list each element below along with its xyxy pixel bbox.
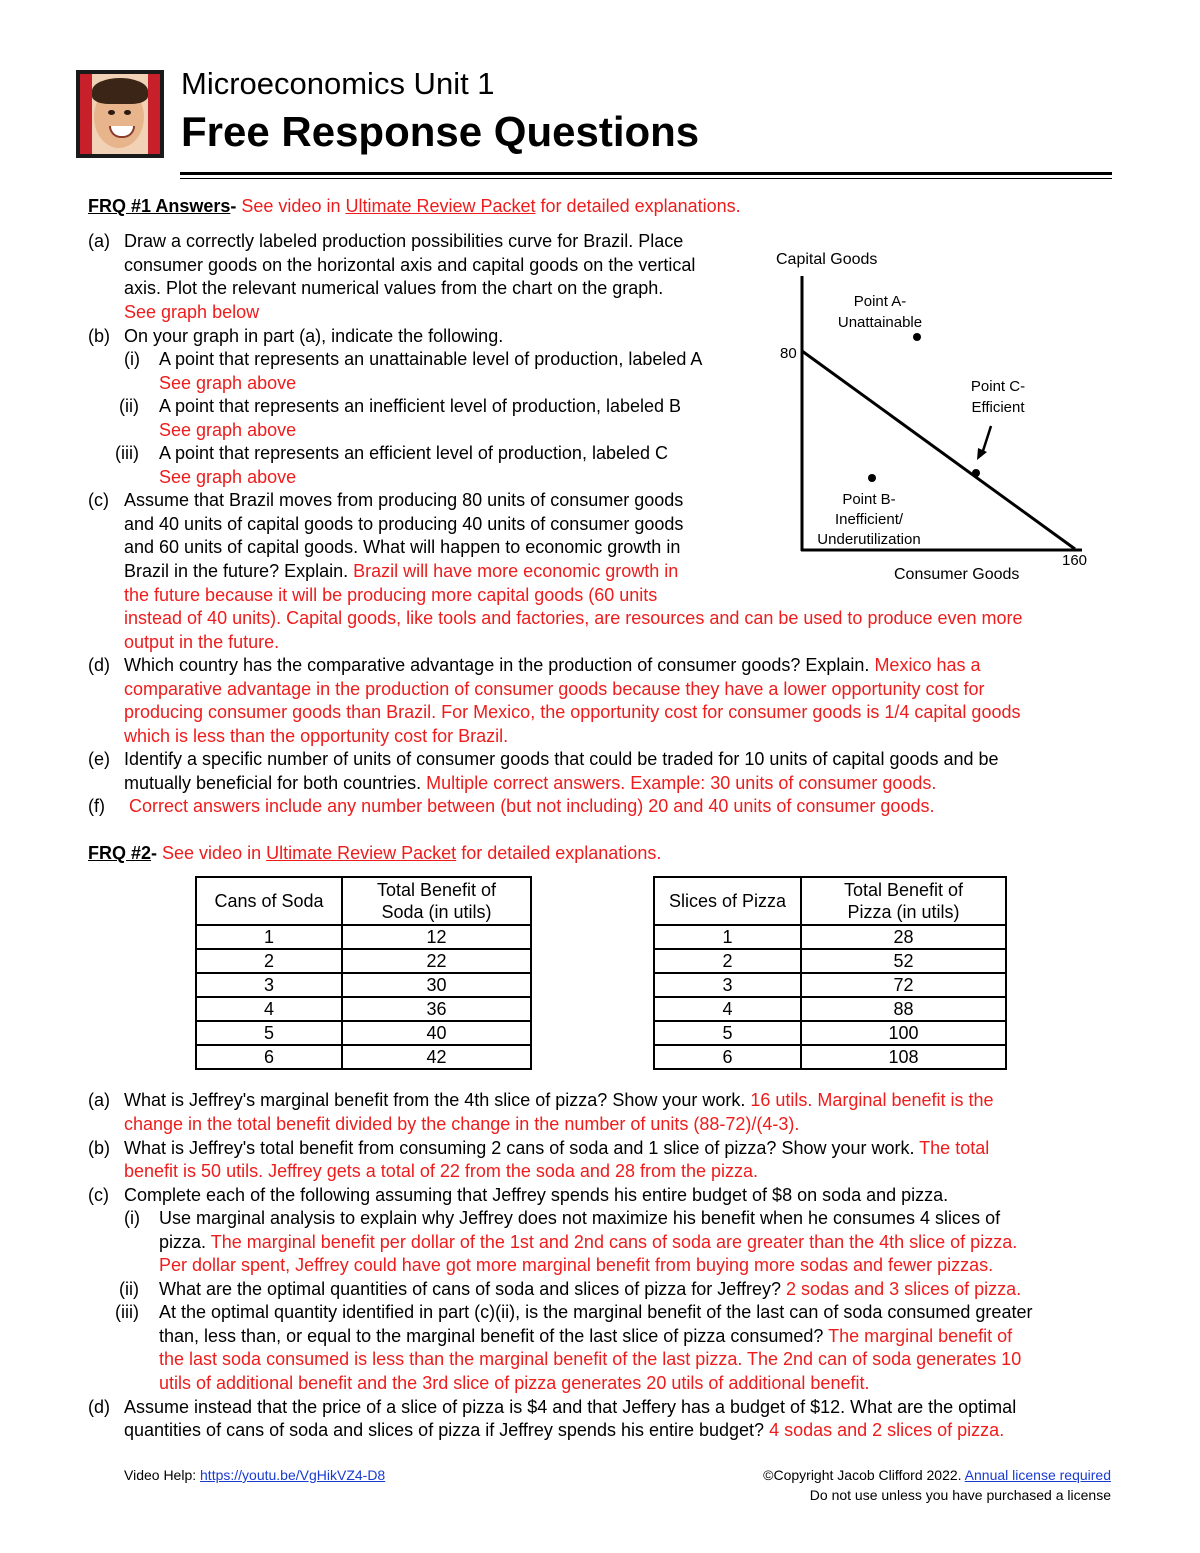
frq1-c-line6: instead of 40 units). Capital goods, like tools and factories, are resources and can be used to produce even more: [124, 608, 1023, 628]
point-b-line3: Underutilization: [817, 531, 921, 548]
table-row: 2 52: [654, 949, 1006, 973]
frq1-review-link[interactable]: Ultimate Review Packet: [345, 196, 536, 216]
frq1-b-iii-text: A point that represents an efficient level of production, labeled C: [159, 443, 668, 463]
frq1-e-line2: mutually beneficial for both countries. Multiple correct answers. Example: 30 units of consumer goods.: [124, 773, 937, 793]
frq1-c-line2: and 40 units of capital goods to producing 40 units of consumer goods: [124, 514, 684, 534]
frq1-c-line5: the future because it will be producing more capital goods (60 units: [124, 585, 658, 605]
frq1-d-line1: Which country has the comparative advantage in the production of consumer goods? Explain. Mexico has a: [124, 655, 981, 675]
frq2-c-i-line2: pizza. The marginal benefit per dollar of the 1st and 2nd cans of soda are greater than the 4th slice of pizza.: [159, 1232, 1018, 1252]
frq2-b-label: (b): [88, 1138, 110, 1158]
frq1-a-answer: See graph below: [124, 302, 260, 322]
point-b-line1: Point B-: [842, 491, 896, 508]
frq2-c-i-label: (i): [124, 1208, 140, 1228]
frq2-c-ii-text: What are the optimal quantities of cans of soda and slices of pizza for Jeffrey? 2 sodas and 3 slices of pizza.: [159, 1279, 1022, 1299]
table-row: 5 40: [196, 1021, 531, 1045]
frq2-c-i-line3: Per dollar spent, Jeffrey could have got more marginal benefit from buying more sodas and fewer pizzas.: [159, 1255, 994, 1275]
point-c-arrow: [982, 426, 991, 454]
frq1-d-line4: which is less than the opportunity cost for Brazil.: [124, 726, 509, 746]
frq1-b-ii-text: A point that represents an inefficient level of production, labeled B: [159, 396, 682, 416]
table-row: 3 72: [654, 973, 1006, 997]
frq1-b-iii-answer: See graph above: [159, 467, 297, 487]
point-a-dot: [913, 333, 921, 341]
frq2-heading: FRQ #2: [88, 843, 152, 863]
frq1-c-line7: output in the future.: [124, 632, 280, 652]
frq1-d-line3: producing consumer goods than Brazil. For Mexico, the opportunity cost for consumer goods is 1/4 capital goods: [124, 702, 1021, 722]
header-rule-thin: [180, 178, 1112, 179]
point-c-arrowhead: [977, 448, 987, 460]
pizza-header-slices: Slices of Pizza: [654, 877, 801, 925]
frq2-c-ii-label: (ii): [119, 1279, 139, 1299]
table-row: 5 100: [654, 1021, 1006, 1045]
frq1-b-label: (b): [88, 326, 110, 346]
ppc-graph: [770, 240, 1110, 590]
soda-table: [195, 876, 532, 1070]
point-a-line1: Point A-: [853, 293, 907, 310]
frq1-a-line3: axis. Plot the relevant numerical values from the chart on the graph.: [124, 278, 664, 298]
frq2-c-iii-line1: At the optimal quantity identified in part (c)(ii), is the marginal benefit of the last can of soda consumed greater: [159, 1302, 1033, 1322]
point-b-dot: [868, 474, 876, 482]
point-b-line2: Inefficient/: [834, 511, 904, 528]
frq1-d-line2: comparative advantage in the production of consumer goods because they have a lower opportunity cost for: [124, 679, 985, 699]
frq2-c-label: (c): [88, 1185, 109, 1205]
frq2-c-iii-line2: than, less than, or equal to the marginal benefit of the last slice of pizza consumed? The marginal benefit of: [159, 1326, 1013, 1346]
frq2-d-line2: quantities of cans of soda and slices of pizza if Jeffrey spends his entire budget? 4 sodas and 2 slices of pizza.: [124, 1420, 1005, 1440]
pizza-header-benefit: Total Benefit of Pizza (in utils): [801, 877, 1006, 925]
frq1-heading-line: FRQ #1 Answers- See video in Ultimate Review Packet for detailed explanations.: [88, 196, 741, 216]
frq1-heading: FRQ #1 Answers: [88, 196, 231, 216]
frq2-c-iii-label: (iii): [115, 1302, 139, 1322]
frq2-c-iii-line4: utils of additional benefit and the 3rd slice of pizza generates 20 utils of additional benefit.: [159, 1373, 870, 1393]
table-row: 6 108: [654, 1045, 1006, 1069]
frq1-f-label: (f): [88, 796, 105, 816]
frq2-a-line2: change in the total benefit divided by the change in the number of units (88-72)/(4-3).: [124, 1114, 800, 1134]
point-c-line2: Efficient: [971, 399, 1025, 416]
table-row: 4 36: [196, 997, 531, 1021]
frq1-b-text: On your graph in part (a), indicate the following.: [124, 326, 504, 346]
frq1-a-line2: consumer goods on the horizontal axis and capital goods on the vertical: [124, 255, 696, 275]
frq1-b-i-text: A point that represents an unattainable level of production, labeled A: [159, 349, 703, 369]
frq1-b-ii-answer: See graph above: [159, 420, 297, 440]
frq2-c-i-line1: Use marginal analysis to explain why Jeffrey does not maximize his benefit when he consumes 4 slices of: [159, 1208, 1001, 1228]
author-photo: [76, 70, 164, 158]
frq1-a-label: (a): [88, 231, 110, 251]
header-rule: [180, 172, 1112, 175]
unit-title: Microeconomics Unit 1: [181, 66, 495, 101]
x-axis-label: Consumer Goods: [894, 566, 1020, 583]
y-intercept-label: 80: [780, 345, 797, 362]
frq1-b-ii-label: (ii): [119, 396, 139, 416]
x-intercept-label: 160: [1062, 552, 1088, 569]
video-link[interactable]: https://youtu.be/VgHikVZ4-D8: [200, 1467, 386, 1483]
frq2-c-text: Complete each of the following assuming that Jeffrey spends his entire budget of $8 on soda and pizza.: [124, 1185, 949, 1205]
frq2-c-iii-line3: the last soda consumed is less than the marginal benefit of the last pizza. The 2nd can of soda generates 10: [159, 1349, 1022, 1369]
frq2-review-link[interactable]: Ultimate Review Packet: [266, 843, 457, 863]
pizza-table: [653, 876, 1007, 1070]
frq1-c-line3: and 60 units of capital goods. What will happen to economic growth in: [124, 537, 681, 557]
table-row: 1 28: [654, 925, 1006, 949]
table-row: 6 42: [196, 1045, 531, 1069]
point-c-line1: Point C-: [970, 378, 1026, 395]
frq1-b-iii-label: (iii): [115, 443, 139, 463]
frq2-d-line1: Assume instead that the price of a slice of pizza is $4 and that Jeffery has a budget of $12. What are the optimal: [124, 1397, 1017, 1417]
frq2-a-line1: What is Jeffrey's marginal benefit from the 4th slice of pizza? Show your work. 16 utils. Marginal benefit is the: [124, 1090, 994, 1110]
frq1-e-label: (e): [88, 749, 110, 769]
footer-copyright: ©Copyright Jacob Clifford 2022. Annual license required: [763, 1467, 1111, 1483]
frq1-b-i-answer: See graph above: [159, 373, 297, 393]
frq1-c-line1: Assume that Brazil moves from producing 80 units of consumer goods: [124, 490, 684, 510]
point-c-dot: [972, 469, 980, 477]
frq2-d-label: (d): [88, 1397, 110, 1417]
footer-video-help: Video Help: https://youtu.be/VgHikVZ4-D8: [124, 1467, 386, 1483]
frq1-a-line1: Draw a correctly labeled production possibilities curve for Brazil. Place: [124, 231, 684, 251]
table-row: 4 88: [654, 997, 1006, 1021]
point-a-line2: Unattainable: [837, 314, 923, 331]
table-row: 2 22: [196, 949, 531, 973]
frq2-a-label: (a): [88, 1090, 110, 1110]
soda-header-benefit: Total Benefit of Soda (in utils): [342, 877, 531, 925]
frq2-b-line2: benefit is 50 utils. Jeffrey gets a total of 22 from the soda and 28 from the pizza.: [124, 1161, 759, 1181]
page-title: Free Response Questions: [181, 108, 700, 155]
frq1-f-text: Correct answers include any number between (but not including) 20 and 40 units of consumer goods.: [129, 796, 935, 816]
soda-header-cans: Cans of Soda: [196, 877, 342, 925]
y-axis-label: Capital Goods: [776, 251, 878, 268]
frq1-c-label: (c): [88, 490, 109, 510]
frq1-c-line4: Brazil in the future? Explain. Brazil will have more economic growth in: [124, 561, 679, 581]
frq1-b-i-label: (i): [124, 349, 140, 369]
license-link[interactable]: Annual license required: [964, 1467, 1111, 1483]
frq2-heading-line: FRQ #2- See video in Ultimate Review Packet for detailed explanations.: [88, 843, 662, 863]
footer-notice: Do not use unless you have purchased a license: [809, 1487, 1111, 1503]
frq2-b-line1: What is Jeffrey's total benefit from consuming 2 cans of soda and 1 slice of pizza? Show your work. The total: [124, 1138, 990, 1158]
frq1-d-label: (d): [88, 655, 110, 675]
table-row: 1 12: [196, 925, 531, 949]
frq1-e-line1: Identify a specific number of units of consumer goods that could be traded for 10 units of capital goods and be: [124, 749, 999, 769]
table-row: 3 30: [196, 973, 531, 997]
